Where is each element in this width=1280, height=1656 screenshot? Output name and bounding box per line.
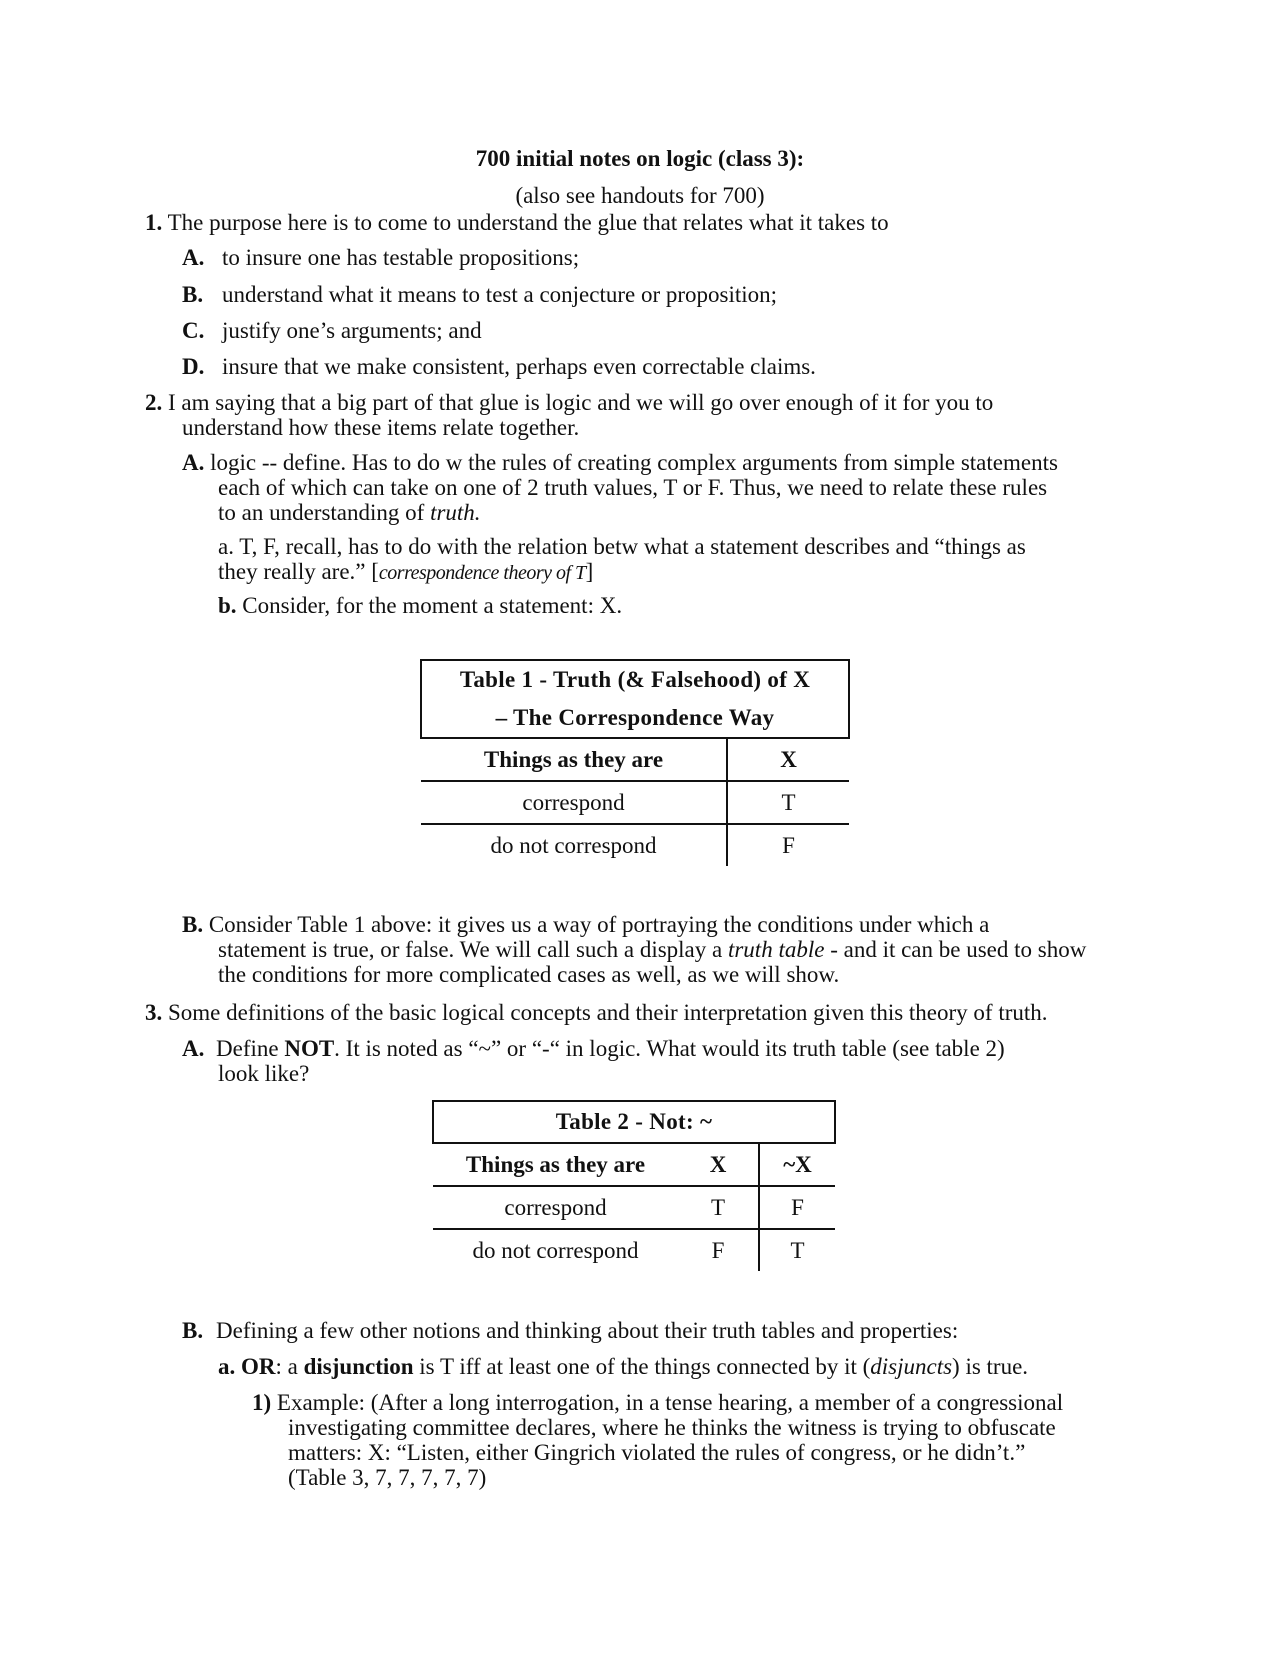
page-subtitle: (also see handouts for 700): [515, 183, 765, 208]
truth-table-2: [432, 1100, 836, 1271]
section-2-number: 2.: [145, 390, 163, 415]
section-1-item-a: [182, 245, 579, 270]
table-2-cell: T: [759, 1229, 835, 1271]
example-1-line2: investigating committee declares, where he thinks the witness is trying to obfuscate: [288, 1415, 1056, 1440]
section-2a-b-label: b.: [218, 593, 237, 618]
section-3b-a-mid: : a: [275, 1354, 304, 1379]
table-1-caption-line2: – The Correspondence Way: [495, 705, 775, 730]
section-3b-text: Defining a few other notions and thinking about their truth tables and properties:: [216, 1318, 959, 1343]
disjuncts-term: disjuncts: [870, 1354, 953, 1379]
section-3a-label: A.: [182, 1036, 205, 1061]
item-label: B.: [182, 282, 204, 307]
section-2b-line2: [218, 937, 1086, 962]
truth-table-1: [420, 659, 850, 866]
section-3b-a-rest: is T iff at least one of the things connected by it (: [413, 1354, 871, 1379]
example-1-line3: matters: X: “Listen, either Gingrich violated the rules of congress, or he didn’t.”: [288, 1440, 1026, 1465]
section-2b: [182, 912, 989, 937]
section-3b-a-end: ) is true.: [952, 1354, 1029, 1379]
table-2-cell: correspond: [433, 1186, 678, 1229]
table-1-caption: [421, 660, 849, 738]
section-1-item-b: [182, 282, 777, 307]
table-2-header-things: Things as they are: [433, 1143, 678, 1186]
item-label: C.: [182, 318, 205, 343]
section-3a-pre: Define: [216, 1036, 285, 1061]
table-2-cell: F: [711, 1237, 725, 1263]
truth-table-term: truth table: [727, 937, 825, 962]
section-2a-a-line1: a. T, F, recall, has to do with the relation betw what a statement describes and “things as: [218, 534, 1026, 559]
section-2a-b: [218, 593, 622, 618]
page-title: 700 initial notes on logic (class 3):: [475, 146, 805, 171]
table-2-cell: do not correspond: [472, 1237, 639, 1263]
section-2b-line1: Consider Table 1 above: it gives us a way of portraying the conditions under which a: [208, 912, 990, 937]
section-3b-a: [218, 1354, 1028, 1379]
section-2b-line2-text: statement is true, or false. We will call such a display a: [218, 937, 728, 962]
section-1-item-d: [182, 354, 816, 379]
section-2: [145, 390, 993, 415]
table-2-header-x: X: [678, 1143, 759, 1186]
section-1-number: 1.: [145, 210, 163, 235]
section-2-line2: understand how these items relate together.: [182, 415, 580, 440]
table-1-cell: correspond: [421, 781, 727, 824]
section-2a-label: A.: [182, 450, 205, 475]
item-text: insure that we make consistent, perhaps even correctable claims.: [222, 354, 816, 379]
table-2-cell: F: [759, 1186, 835, 1229]
item-label: A.: [182, 245, 205, 270]
section-2b-line2-rest: - and it can be used to show: [824, 937, 1087, 962]
section-2b-line3: the conditions for more complicated cases as well, as we will show.: [218, 962, 840, 987]
section-2a-line2: each of which can take on one of 2 truth values, T or F. Thus, we need to relate these rules: [218, 475, 1048, 500]
table-1-cell: T: [727, 781, 849, 824]
section-2a-line1: logic -- define. Has to do w the rules of creating complex arguments from simple statements: [210, 450, 1058, 475]
disjunction-term: disjunction: [303, 1354, 414, 1379]
item-label: D.: [182, 354, 205, 379]
table-2-cell: T: [678, 1186, 759, 1229]
section-2a-line3: [218, 500, 481, 525]
section-3-text: Some definitions of the basic logical concepts and their interpretation given this theory of truth.: [168, 1000, 1048, 1025]
section-3a-post: . It is noted as “~” or “-“ in logic. What would its truth table (see table 2): [334, 1036, 1005, 1061]
section-2a-a-line2-text: they really are.” [: [218, 559, 379, 584]
section-3-number: 3.: [145, 1000, 163, 1025]
section-3a-line2: look like?: [218, 1061, 310, 1086]
example-1-line4: (Table 3, 7, 7, 7, 7, 7): [288, 1465, 487, 1490]
section-2-line1: I am saying that a big part of that glue is logic and we will go over enough of it for you to: [168, 390, 994, 415]
truth-term: truth.: [430, 500, 481, 525]
section-3b-label: B.: [182, 1318, 204, 1343]
section-3b-a-label: a.: [218, 1354, 236, 1379]
section-1-text: The purpose here is to come to understand the glue that relates what it takes to: [167, 210, 889, 235]
table-1-cell: do not correspond: [490, 832, 657, 858]
correspondence-theory-term: correspondence theory of T: [378, 562, 586, 584]
section-1-item-c: [182, 318, 482, 343]
section-2a-line3-text: to an understanding of: [218, 500, 431, 525]
section-1: [145, 210, 889, 235]
table-1-cell: F: [727, 824, 849, 866]
example-1-label: 1): [252, 1390, 272, 1415]
table-2-caption: Table 2 - Not: ~: [433, 1101, 835, 1143]
section-3a: [182, 1036, 1005, 1061]
section-2a: [182, 450, 1058, 475]
example-1: [252, 1390, 1063, 1415]
table-2-header-not-x: ~X: [759, 1143, 835, 1186]
item-text: to insure one has testable propositions;: [222, 245, 580, 270]
table-1-header-things: Things as they are: [421, 738, 727, 781]
not-term: NOT: [284, 1036, 335, 1061]
bracket-close: ]: [585, 559, 594, 584]
section-3b: [182, 1318, 958, 1343]
or-term: OR: [241, 1354, 276, 1379]
table-1-caption-line1: Table 1 - Truth (& Falsehood) of X: [459, 667, 811, 692]
item-text: understand what it means to test a conjecture or proposition;: [222, 282, 778, 307]
section-2b-label: B.: [182, 912, 204, 937]
table-1-header-x: X: [727, 738, 849, 781]
section-3: [145, 1000, 1048, 1025]
section-2a-a-line2: [218, 559, 593, 586]
example-1-line1: Example: (After a long interrogation, in a tense hearing, a member of a congressional: [276, 1390, 1064, 1415]
section-2a-b-text: Consider, for the moment a statement: X.: [242, 593, 623, 618]
item-text: justify one’s arguments; and: [222, 318, 482, 343]
